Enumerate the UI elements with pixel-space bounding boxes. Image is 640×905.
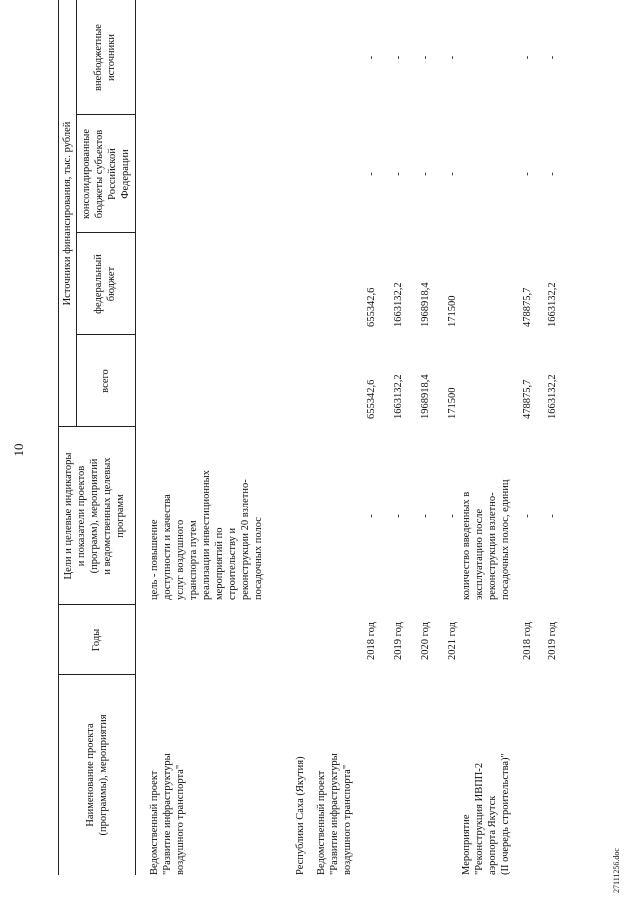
footer-doc-code: 27111256.doc — [612, 848, 621, 893]
total-value: 1663132,2 — [547, 374, 558, 419]
header-extra: внебюджетные источники — [93, 24, 117, 91]
header-goals: Цели и целевые индикаторы и показатели проектов (программ), мероприятий и ведомственных целевых программ — [63, 452, 126, 580]
indicator-value: - — [420, 514, 431, 518]
year: 2019 год — [547, 622, 558, 660]
extra-value: - — [447, 55, 458, 60]
year: 2018 год — [522, 622, 533, 660]
extra-value: - — [547, 55, 558, 60]
regional-value: - — [447, 172, 458, 176]
total-value: 478875,7 — [522, 379, 533, 419]
sources-subheader-line — [76, 0, 77, 427]
total-value: 655342,6 — [366, 379, 377, 419]
header-name: Наименование проекта (программы), мероприятия — [85, 714, 109, 836]
region-label: Республики Саха (Якутия) — [295, 756, 306, 875]
header-sources: Источники финансирования, тыс. рублей — [62, 121, 73, 306]
block3-indicator: количество введенных в эксплуатацию после реконструкции взлетно- посадочных полос, единиц — [461, 479, 511, 600]
year: 2021 год — [447, 622, 458, 660]
indicator-value: - — [447, 514, 458, 518]
table-top-border — [58, 0, 59, 875]
federal-value: 1663132,2 — [547, 282, 558, 327]
federal-value: 171500 — [447, 295, 458, 327]
extra-value: - — [522, 55, 533, 60]
header-regional: консолидированные бюджеты субъектов Российской Федерации — [81, 129, 131, 219]
regional-value: - — [366, 172, 377, 176]
block2-name: Ведомственный проект "Развитие инфраструктуры воздушного транспорта" — [316, 753, 353, 875]
block1-name: Ведомственный проект "Развитие инфраструктуры воздушного транспорта" — [149, 753, 186, 875]
regional-value: - — [420, 172, 431, 176]
regional-value: - — [393, 172, 404, 176]
header-federal: федеральный бюджет — [93, 254, 117, 314]
header-years: Годы — [91, 628, 102, 652]
header-bottom-line — [135, 0, 136, 875]
year: 2019 год — [393, 622, 404, 660]
regional-value: - — [522, 172, 533, 176]
year: 2020 год — [420, 622, 431, 660]
extra-value: - — [366, 55, 377, 60]
total-value: 1663132,2 — [393, 374, 404, 419]
indicator-value: - — [547, 514, 558, 518]
extra-value: - — [393, 55, 404, 60]
indicator-value: - — [366, 514, 377, 518]
block1-goal: цель - повышение доступности и качества услуг воздушного транспорта путем реализации инвестиционных мероприятий по строительству и реконструкции 20 взлетно- посадочных полос — [149, 470, 264, 600]
federal-value: 655342,6 — [366, 287, 377, 327]
federal-value: 1968918,4 — [420, 282, 431, 327]
indicator-value: - — [393, 514, 404, 518]
extra-value: - — [420, 55, 431, 60]
indicator-value: - — [522, 514, 533, 518]
regional-value: - — [547, 172, 558, 176]
federal-value: 1663132,2 — [393, 282, 404, 327]
total-value: 1968918,4 — [420, 374, 431, 419]
block3-name: Мероприятие "Реконструкция ИВПП-2 аэропорта Якутск (II очередь строительства)" — [461, 753, 511, 875]
total-value: 171500 — [447, 387, 458, 419]
header-total: всего — [100, 369, 111, 393]
federal-value: 478875,7 — [522, 287, 533, 327]
year: 2018 год — [366, 622, 377, 660]
page-number: 10 — [11, 443, 26, 457]
